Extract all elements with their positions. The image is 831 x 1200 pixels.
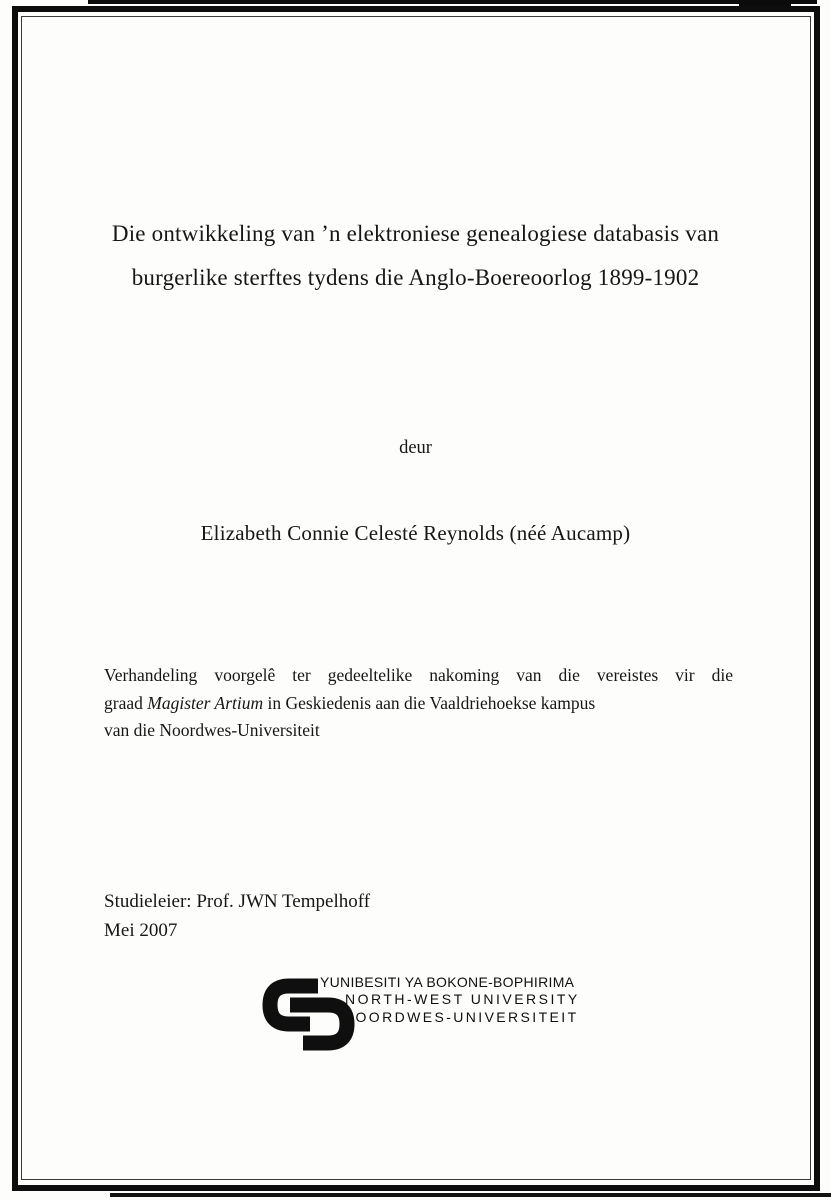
university-logo [256,974,580,1051]
scan-edge-artifact-top [88,0,817,4]
supervisor-block [104,888,370,945]
supervisor-line: Studieleier: Prof. JWN Tempelhoff [104,891,371,912]
byline: deur [399,438,432,458]
thesis-title-line1: Die ontwikkeling van ’n elektroniese genealogiese databasis van [111,221,720,246]
degree-statement-line3: van die Noordwes-Universiteit [104,720,320,740]
degree-statement-line2-post: in Geskiedenis aan die Vaaldriehoekse kampus [263,692,596,713]
logo-text-afrikaans: NOORDWES-UNIVERSITEIT [343,1008,579,1025]
scan-edge-artifact-bottom [110,1193,831,1197]
date-line: Mei 2007 [104,919,178,941]
thesis-title [0,212,831,299]
university-logo-text [320,974,580,1026]
degree-title-italic: Magister Artium [147,692,264,713]
degree-statement-line2-pre: graad [104,692,148,713]
author-name: Elizabeth Connie Celesté Reynolds (néé Aucamp) [200,521,631,545]
logo-text-setswana: YUNIBESITI YA BOKONE-BOPHIRIMA [320,974,575,990]
degree-statement-line1: Verhandeling voorgelê ter gedeeltelike nakoming van die vereistes vir die [104,665,733,685]
degree-statement [104,662,733,745]
degree-statement-line2 [104,690,733,718]
thesis-title-line2: burgerlike sterftes tydens die Anglo-Boereoorlog 1899-1902 [131,264,700,290]
logo-text-english: NORTH-WEST UNIVERSITY [345,991,580,1008]
